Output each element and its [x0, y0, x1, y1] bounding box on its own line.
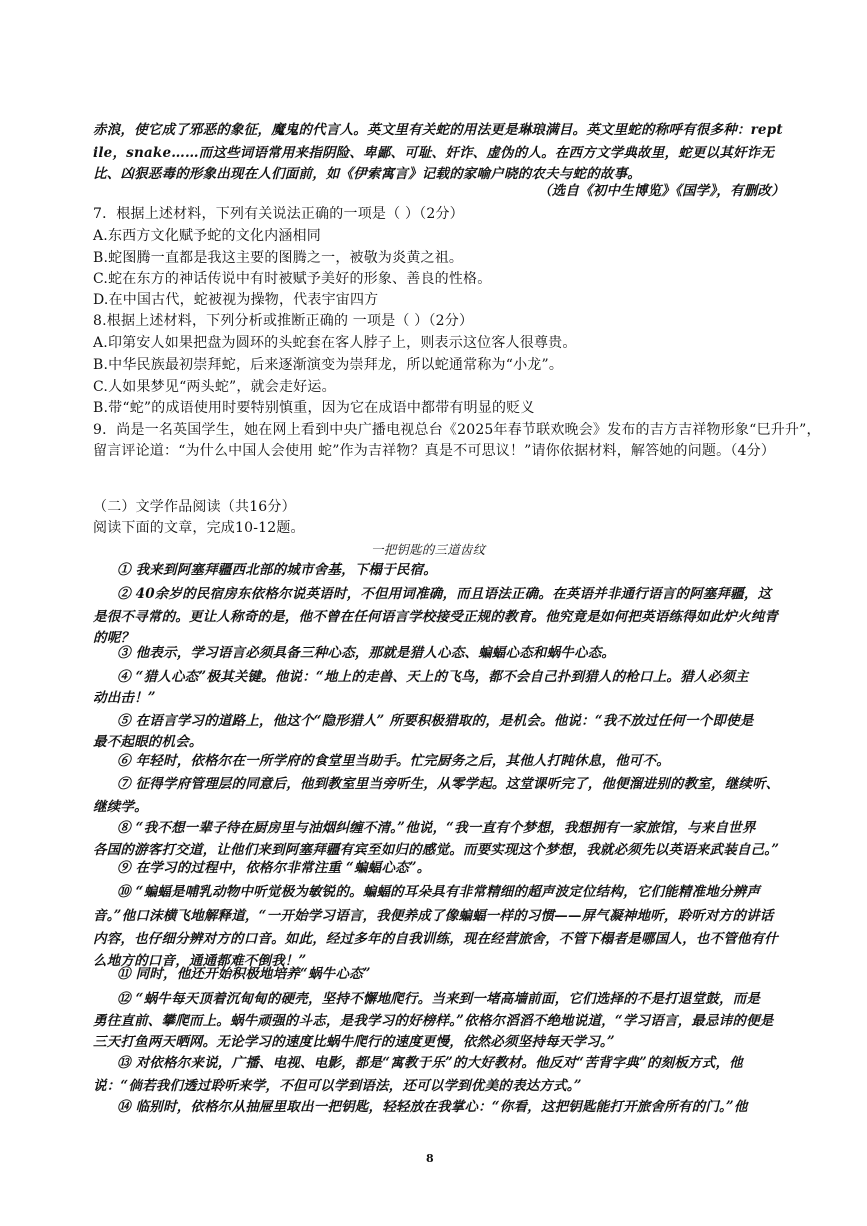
- page-number: 8: [426, 1152, 434, 1165]
- paragraph-line: ⑧ “我不想一辈子待在厨房里与油烟纠缠不清。”他说，“我一直有个梦想，我想拥有一家旅馆，与来自世界: [117, 820, 756, 836]
- passage-line-1: 赤浪，使它成了邪恶的象征，魔鬼的代言人。英文里有关蛇的用法更是琳琅满目。英文里蛇的称呼有很多种：rept: [93, 122, 783, 138]
- question-8: 8.根据上述材料，下列分析或推断正确的 一项是（ ）（2分）: [93, 313, 474, 329]
- paragraph-line: ⑦ 征得学府管理层的同意后，他到教室里当旁听生，从零学起。这堂课听完了，他便溜进别的教室，继续听、: [117, 776, 780, 792]
- section-heading: （二）文学作品阅读（共16分）: [93, 499, 296, 515]
- paragraph-line: 勇往直前、攀爬而上。蜗牛顽强的斗志，是我学习的好榜样。”依格尔滔滔不绝地说道，“学习语言，最忌讳的便是: [93, 1013, 774, 1029]
- paragraph-line: 动出击！”: [93, 690, 156, 706]
- paragraph-line: ② 40余岁的民宿房东依格尔说英语时，不但用词准确，而且语法正确。在英语并非通行语言的阿塞拜疆，这: [117, 586, 772, 602]
- paragraph-line: 最不起眼的机会。: [93, 734, 203, 750]
- paragraph-line: 是很不寻常的。更让人称奇的是，他不曾在任何语言学校接受正规的教育。他究竟是如何把英语练得如此炉火纯青: [93, 609, 778, 625]
- paragraph-line: ⑨ 在学习的过程中，依格尔非常注重 “蝙蝠心态”。: [117, 860, 431, 876]
- story-title: 一把钥匙的三道齿纹: [371, 542, 486, 557]
- paragraph-line: 内容，也仔细分辨对方的口音。如此，经过多年的自我训练，现在经营旅舍，不管下榻者是哪国人，也不管他有什: [93, 931, 778, 947]
- question-8-option-b: B.中华民族最初崇拜蛇，后来逐渐演变为崇拜龙，所以蛇通常称为“小龙”。: [93, 357, 564, 373]
- paragraph-line: 继续学。: [93, 799, 148, 815]
- section-instruction: 阅读下面的文章，完成10-12题。: [93, 520, 305, 536]
- paragraph-line: 各国的游客打交道，让他们来到阿塞拜疆有宾至如归的感觉。而要实现这个梦想，我就必须先以英语来武装自己。”: [93, 842, 780, 858]
- paragraph-line: ③ 他表示，学习语言必须具备三种心态，那就是猎人心态、蝙蝠心态和蜗牛心态。: [117, 645, 616, 661]
- paragraph-line: 的呢？: [93, 630, 135, 646]
- paragraph-line: ⑤ 在语言学习的道路上，他这个“隐形猎人” 所要积极猎取的，是机会。他说：“我不放过任何一个即使是: [117, 713, 754, 729]
- passage-line-2: ile，snake……而这些词语常用来指阴险、卑鄙、可耻、奸诈、虚伪的人。在西方文学典故里，蛇更以其奸诈无: [93, 145, 775, 161]
- paragraph-line: ④ “猎人心态”极其关键。他说：“地上的走兽、天上的飞鸟，都不会自己扑到猎人的枪口上。猎人必须主: [117, 669, 749, 685]
- question-7: 7．根据上述材料，下列有关说法正确的一项是（ ）（2分）: [93, 206, 464, 222]
- paragraph-line: ⑭ 临别时，依格尔从抽屉里取出一把钥匙，轻轻放在我掌心：“你看，这把钥匙能打开旅舍所有的门。”他: [117, 1099, 748, 1115]
- question-9-line-1: 9．尚是一名英国学生，她在网上看到中央广播电视总台《2025年春节联欢晚会》发布的吉方吉祥物形象“巳升升”，: [93, 422, 821, 438]
- paragraph-line: 么地方的口音，通通都难不倒我！”: [93, 953, 307, 969]
- question-8-option-a: A.印第安人如果把盘为圆环的头蛇套在客人脖子上，则表示这位客人很尊贵。: [93, 335, 577, 351]
- paragraph-line: ⑫ “蜗牛每天顶着沉甸甸的硬壳，坚持不懈地爬行。当来到一堵高墙前面，它们选择的不是打退堂鼓，而是: [117, 991, 761, 1007]
- paragraph-line: ① 我来到阿塞拜疆西北部的城市舍基，下榻于民宿。: [117, 562, 437, 578]
- paragraph-line: ⑪ 同时，他还开始积极地培养“蜗牛心态”: [117, 966, 371, 982]
- paragraph-line: ⑥ 年轻时，依格尔在一所学府的食堂里当助手。忙完厨务之后，其他人打盹休息，他可不。: [117, 753, 670, 769]
- question-8-option-d: B.带“蛇”的成语使用时要特别慎重，因为它在成语中都带有明显的贬义: [93, 400, 535, 416]
- question-7-option-b: B.蛇图腾一直都是我这主要的图腾之一，被敬为炎黄之祖。: [93, 250, 464, 266]
- paragraph-line: 音。”他口沫横飞地解释道，“一开始学习语言，我便养成了像蝙蝠一样的习惯——屏气凝神地听，聆听对方的讲话: [93, 908, 774, 924]
- question-9-line-2: 留言评论道：“为什么中国人会使用 蛇”作为吉祥物？真是不可思议！”请你依据材料，解答她的问题。（4分）: [93, 443, 776, 459]
- paragraph-line: ⑩ “蝙蝠是哺乳动物中听觉极为敏锐的。蝙蝠的耳朵具有非常精细的超声波定位结构，它们能精准地分辨声: [117, 884, 761, 900]
- passage-line-3: 比、凶狠恶毒的形象出现在人们面前，如《伊索寓言》记载的家喻户晓的农夫与蛇的故事。: [93, 166, 641, 182]
- paragraph-line: 三天打鱼两天晒网。无论学习的速度比蜗牛爬行的速度更慢，依然必须坚持每天学习。”: [93, 1034, 615, 1050]
- paragraph-line: 说：“倘若我们透过聆听来学，不但可以学到语法，还可以学到优美的表达方式。”: [93, 1078, 582, 1094]
- question-7-option-c: C.蛇在东方的神话传说中有时被赋予美好的形象、善良的性格。: [93, 271, 492, 287]
- question-7-option-a: A.东西方文化赋予蛇的文化内涵相同: [93, 228, 321, 244]
- question-7-option-d: D.在中国古代，蛇被视为操物，代表宇宙四方: [93, 292, 379, 308]
- paragraph-line: ⑬ 对依格尔来说，广播、电视、电影，都是“寓教于乐”的大好教材。他反对“苦背字典”的刻板方式，他: [117, 1055, 743, 1071]
- source-line: （选自《初中生博览》《国学》，有删改）: [538, 183, 785, 199]
- question-8-option-c: C.人如果梦见“两头蛇”，就会走好运。: [93, 379, 336, 395]
